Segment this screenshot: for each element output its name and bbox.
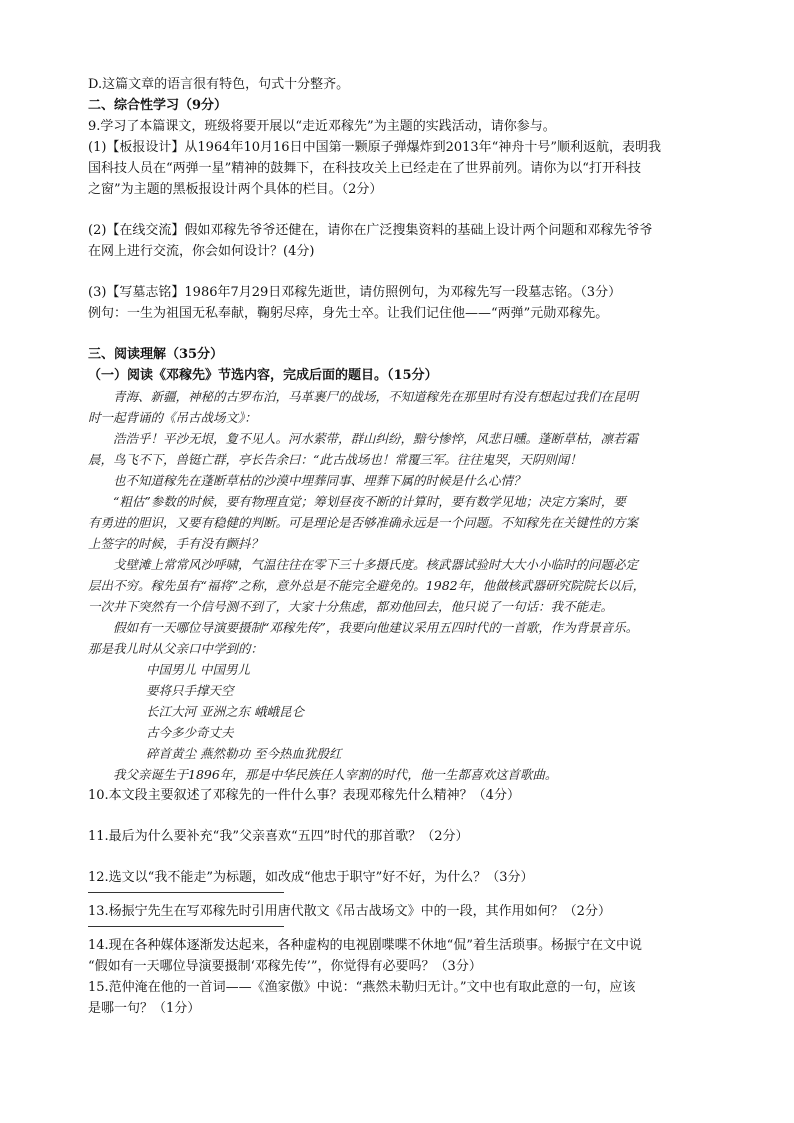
question-9-2 bbox=[88, 220, 706, 262]
passage-line: 晨，鸟飞不下，兽铤亡群，亭长告余曰：“此古战场也！常覆三军。往往鬼哭，天阴则闻！ bbox=[88, 452, 582, 467]
passage-line: 一次井下突然有一个信号测不到了，大家十分焦虑，都劝他回去，他只说了一句话：我不能走。 bbox=[88, 599, 614, 614]
question-14 bbox=[88, 935, 706, 977]
question-line: (3)【写墓志铭】1986年7月29日邓稼先逝世，请仿照例句，为邓稼先写一段墓志铭。（3分） bbox=[88, 285, 622, 300]
passage-line: 也不知道稼先在蓬断草枯的沙漠中埋葬同事、埋葬下属的时候是什么心情？ bbox=[113, 473, 526, 488]
question-line: (2)【在线交流】假如邓稼先爷爷还健在，请你在广泛搜集资料的基础上设计两个问题和邓稼先爷爷 bbox=[88, 223, 653, 238]
passage-line: 我父亲诞生于1896年，那是中华民族任人宰割的时代，他一生都喜欢这首歌曲。 bbox=[113, 767, 558, 782]
question-line: “假如有一天哪位导演要摄制‘邓稼先传’”，你觉得有必要吗？（3分） bbox=[88, 959, 482, 974]
question-12: 12.选文以“我不能走”为标题，如改成“他忠于职守”好不好，为什么？（3分） bbox=[88, 870, 534, 885]
lyric-line: 古今多少奇丈夫 bbox=[146, 725, 234, 740]
question-9-1 bbox=[88, 137, 706, 200]
question-15 bbox=[88, 977, 706, 1019]
passage-line: 上签字的时候，手有没有颤抖？ bbox=[88, 536, 264, 551]
question-10: 10.本文段主要叙述了邓稼先的一件什么事？表现邓稼先什么精神？（4分） bbox=[88, 788, 520, 803]
passage-line: 那是我儿时从父亲口中学到的： bbox=[88, 641, 264, 656]
lyric-line: 长江大河 亚洲之东 峨峨昆仑 bbox=[146, 704, 304, 719]
question-line: 在网上进行交流，你会如何设计？(4分) bbox=[88, 244, 315, 259]
lyric-line: 中国男儿 中国男儿 bbox=[146, 662, 250, 677]
reading-passage bbox=[88, 386, 706, 785]
passage-line: 层出不穷。稼先虽有“福将”之称，意外总是不能完全避免的。1982年，他做核武器研究院院长以后， bbox=[88, 578, 646, 593]
passage-line: 戈壁滩上常常风沙呼啸，气温往往在零下三十多摄氏度。核武器试验时大大小小临时的问题必定 bbox=[113, 557, 639, 572]
answer-blank-line bbox=[88, 926, 284, 927]
passage-line: 假如有一天哪位导演要摄制“邓稼先传”，我要向他建议采用五四时代的一首歌，作为背景音乐。 bbox=[113, 620, 639, 635]
passage-line: 青海、新疆，神秘的古罗布泊，马革裹尸的战场，不知道稼先在那里时有没有想起过我们在昆明 bbox=[113, 389, 639, 404]
answer-blank-line bbox=[88, 892, 284, 893]
passage-line: 浩浩乎！平沙无垠，夐不见人。河水萦带，群山纠纷，黯兮惨悴，风悲日曛。蓬断草枯，凛若霜 bbox=[113, 431, 639, 446]
passage-line: “粗估”参数的时候，要有物理直觉；筹划昼夜不断的计算时，要有数学见地；决定方案时，要 bbox=[113, 494, 626, 509]
question-line: 14.现在各种媒体逐渐发达起来，各种虚构的电视剧喋喋不休地“侃”着生活琐事。杨振宁在文中说 bbox=[88, 938, 642, 953]
section-3-heading: 三、阅读理解（35分） bbox=[88, 347, 224, 362]
reading-1-heading: （一）阅读《邓稼先》节选内容，完成后面的题目。（15分） bbox=[88, 368, 438, 383]
example-sentence: 例句：一生为祖国无私奉献，鞠躬尽瘁，身先士卒。让我们记住他——“两弹”元勋邓稼先。 bbox=[88, 306, 609, 321]
exam-page bbox=[88, 74, 706, 1019]
question-13: 13.杨振宁先生在写邓稼先时引用唐代散文《吊古战场文》中的一段，其作用如何？（2分） bbox=[88, 904, 611, 919]
section-2-heading: 二、综合性学习（9分） bbox=[88, 98, 228, 113]
passage-line: 时一起背诵的《吊古战场文》： bbox=[88, 410, 257, 425]
question-11: 11.最后为什么要补充“我”父亲喜欢“五四”时代的那首歌？（2分） bbox=[88, 829, 469, 844]
question-9-intro: 9.学习了本篇课文，班级将要开展以“走近邓稼先”为主题的实践活动，请你参与。 bbox=[88, 119, 556, 134]
lyric-line: 碎首黄尘 燕然勒功 至今热血犹殷红 bbox=[146, 746, 342, 761]
option-d: D.这篇文章的语言很有特色，句式十分整齐。 bbox=[88, 77, 350, 92]
lyric-line: 要将只手撑天空 bbox=[146, 683, 234, 698]
question-line: 国科技人员在“两弹一星”精神的鼓舞下，在科技攻关上已经走在了世界前列。请你为以“打开科技 bbox=[88, 161, 641, 176]
question-line: (1)【板报设计】从1964年10月16日中国第一颗原子弹爆炸到2013年“神舟十号”顺利返航，表明我 bbox=[88, 140, 661, 155]
question-line: 之窗”为主题的黑板报设计两个具体的栏目。（2分） bbox=[88, 182, 383, 197]
question-9-3 bbox=[88, 282, 706, 324]
song-lyrics bbox=[88, 659, 706, 764]
question-line: 是哪一句？（1分） bbox=[88, 1001, 201, 1016]
question-line: 15.范仲淹在他的一首词——《渔家傲》中说：“燕然未勒归无计。”文中也有取此意的一句，应该 bbox=[88, 980, 636, 995]
passage-line: 有勇进的胆识，又要有稳健的判断。可是理论是否够准确永远是一个问题。不知稼先在关键性的方案 bbox=[88, 515, 639, 530]
